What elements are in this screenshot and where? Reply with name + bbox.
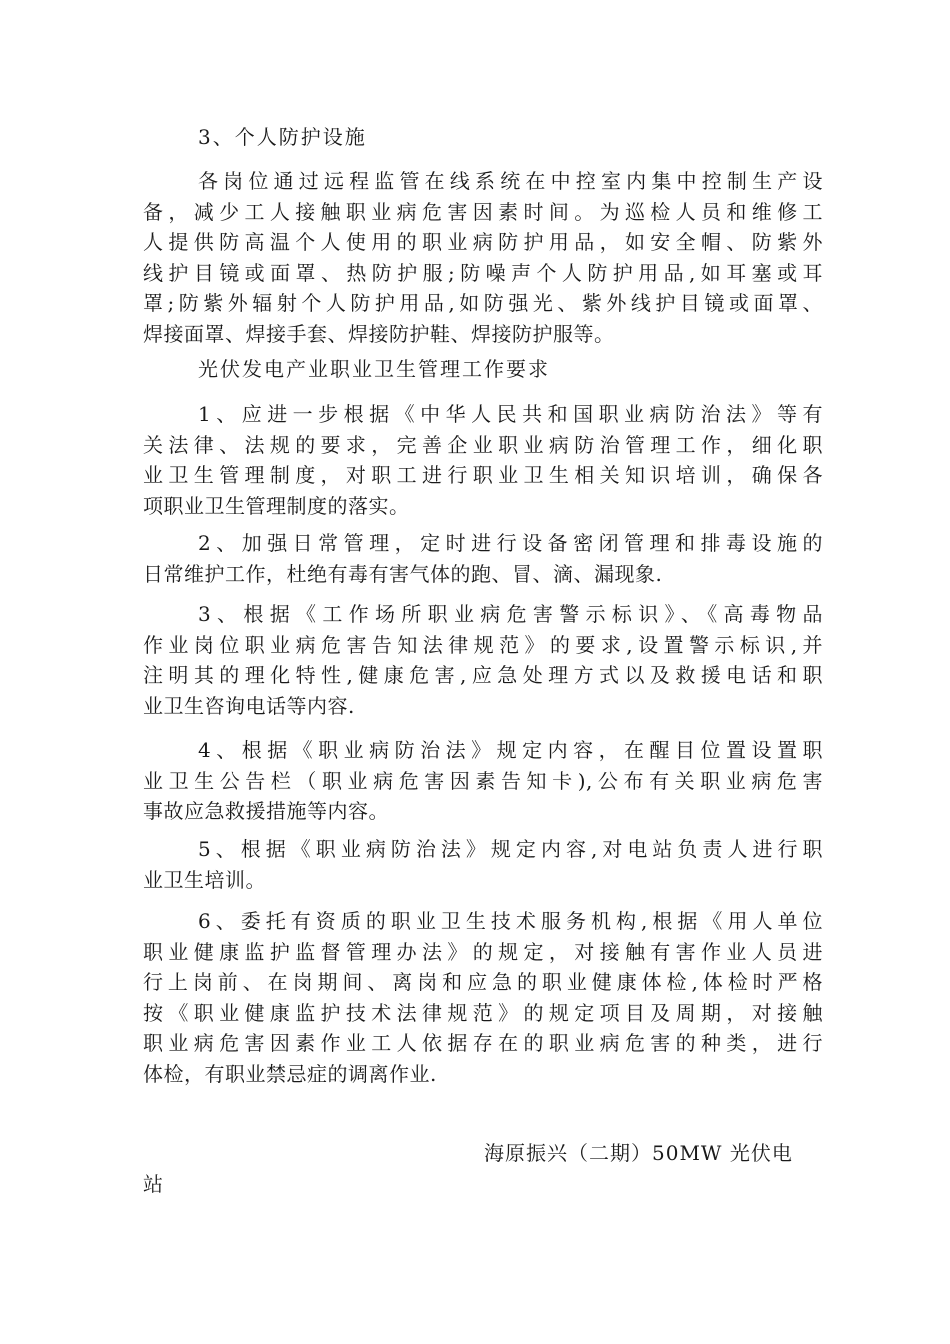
text-line: 4、根据《职业病防治法》规定内容，在醒目位置设置职 bbox=[198, 738, 823, 762]
text-line: 线护目镜或面罩、热防护服;防噪声个人防护用品,如耳塞或耳 bbox=[143, 260, 823, 285]
text-line: 作业岗位职业病危害告知法律规范》的要求,设置警示标识,并 bbox=[143, 632, 823, 657]
text-line: 3、根据《工作场所职业病危害警示标识》、《高毒物品 bbox=[198, 602, 823, 626]
text-line: 关法律、法规的要求，完善企业职业病防治管理工作，细化职 bbox=[143, 432, 823, 457]
text-line: 日常维护工作，杜绝有毒有害气体的跑、冒、滴、漏现象. bbox=[143, 561, 663, 586]
text-line: 行上岗前、在岗期间、离岗和应急的职业健康体检,体检时严格 bbox=[143, 970, 823, 994]
paragraph-item-1 bbox=[143, 399, 823, 521]
paragraph-item-6 bbox=[143, 906, 823, 1089]
paragraph-item-2 bbox=[143, 528, 823, 589]
text-line: 6、委托有资质的职业卫生技术服务机构,根据《用人单位 bbox=[198, 909, 823, 933]
text-line: 各岗位通过远程监管在线系统在中控室内集中控制生产设 bbox=[198, 169, 823, 193]
text-line: 事故应急救援措施等内容。 bbox=[143, 799, 389, 823]
text-line: 业卫生咨询电话等内容. bbox=[143, 693, 355, 718]
text-line: 人提供防高温个人使用的职业病防护用品，如安全帽、防紫外 bbox=[143, 230, 823, 254]
paragraph-protection bbox=[143, 166, 823, 349]
text-line: 业卫生公告栏（职业病危害因素告知卡),公布有关职业病危害 bbox=[143, 768, 823, 793]
text-line: 项职业卫生管理制度的落实。 bbox=[143, 493, 410, 518]
section-heading: 3、个人防护设施 bbox=[198, 125, 367, 149]
text-line: 体检，有职业禁忌症的调离作业. bbox=[143, 1061, 437, 1086]
paragraph-item-5 bbox=[143, 834, 823, 895]
text-line: 按《职业健康监护技术法律规范》的规定项目及周期，对接触 bbox=[143, 1000, 823, 1025]
paragraph-item-4 bbox=[143, 735, 823, 827]
signature-organization-continued: 站 bbox=[143, 1172, 163, 1196]
requirements-heading: 光伏发电产业职业卫生管理工作要求 bbox=[198, 357, 550, 381]
text-line: 职业病危害因素作业工人依据存在的职业病危害的种类，进行 bbox=[143, 1031, 823, 1055]
text-line: 5、根据《职业病防治法》规定内容,对电站负责人进行职 bbox=[198, 837, 823, 861]
text-line: 焊接面罩、焊接手套、焊接防护鞋、焊接防护服等。 bbox=[143, 321, 615, 346]
text-line: 业卫生管理制度，对职工进行职业卫生相关知识培训，确保各 bbox=[143, 463, 823, 487]
text-line: 1、应进一步根据《中华人民共和国职业病防治法》等有 bbox=[198, 402, 823, 426]
paragraph-item-3 bbox=[143, 599, 823, 721]
text-line: 2、加强日常管理，定时进行设备密闭管理和排毒设施的 bbox=[198, 531, 823, 555]
text-line: 业卫生培训。 bbox=[143, 867, 266, 892]
text-line: 备，减少工人接触职业病危害因素时间。为巡检人员和维修工 bbox=[143, 199, 823, 224]
text-line: 注明其的理化特性,健康危害,应急处理方式以及救援电话和职 bbox=[143, 663, 823, 687]
text-line: 罩;防紫外辐射个人防护用品,如防强光、紫外线护目镜或面罩、 bbox=[143, 291, 823, 315]
signature-organization: 海原振兴（二期）50MW 光伏电 bbox=[484, 1141, 793, 1165]
text-line: 职业健康监护监督管理办法》的规定，对接触有害作业人员进 bbox=[143, 939, 823, 964]
